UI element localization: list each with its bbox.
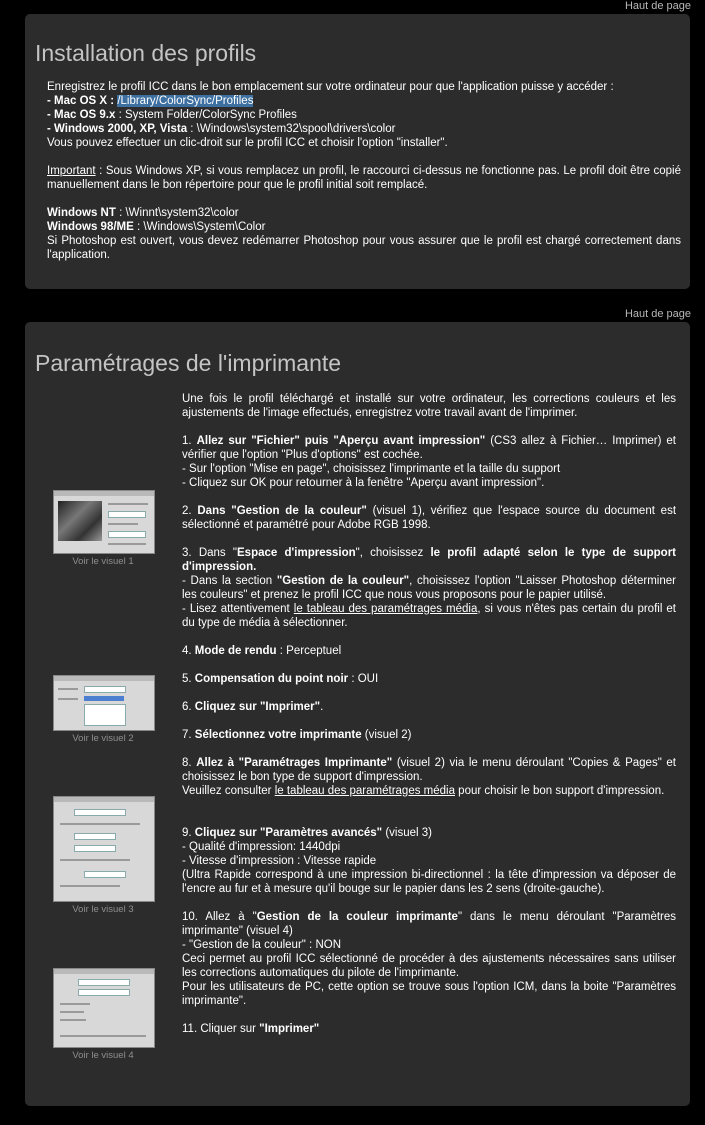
step-10-line-3: Ceci permet au profil ICC sélectionné de procéder à des ajustements nécessaires sans utiliser les corrections automatiques du pilote de l'imprimante.: [182, 953, 676, 979]
section-title-printer: Paramétrages de l'imprimante: [35, 350, 342, 376]
winnt-path: : \Winnt\system32\color: [119, 207, 239, 219]
win98-label: Windows 98/ME: [47, 221, 134, 233]
win2000-path: : \Windows\system32\spool\drivers\color: [190, 123, 396, 135]
macos9-line: [47, 108, 681, 122]
media-settings-table-link-1[interactable]: le tableau des paramétrages média: [293, 603, 478, 615]
step-6: 6. Cliquez sur "Imprimer".: [182, 701, 324, 713]
step-9-line-4: (Ultra Rapide correspond à une impression bi-directionnel : la tête d'impression va déposer de l'encre au fur et à mesure qu'il bouge sur le papier dans les 2 sens (droite-gauche).: [182, 869, 676, 895]
step-5: 5. Compensation du point noir : OUI: [182, 673, 379, 685]
step-3: 3. Dans "Espace d'impression", choisissez le profil adapté selon le type de support d'impression.: [182, 547, 677, 573]
step-4: 4. Mode de rendu : Perceptuel: [182, 645, 342, 657]
visual-2-thumbnail[interactable]: [53, 675, 153, 744]
installation-panel: [25, 14, 690, 289]
installation-body: [47, 80, 681, 262]
step-9: 9. Cliquez sur "Paramètres avancés" (visuel 3): [182, 827, 432, 839]
step-1-line-3: - Cliquez sur OK pour retourner à la fenêtre "Aperçu avant impression".: [182, 477, 545, 489]
macos9-path: : System Folder/ColorSync Profiles: [118, 109, 297, 121]
step-3-line-2: - Dans la section "Gestion de la couleur", choisissez l'option "Laisser Photoshop déterminer les couleurs" et prenez le profil ICC que nous vous proposons pour le papier utilisé.: [182, 575, 676, 601]
important-note: [47, 164, 681, 192]
important-label: Important: [47, 165, 96, 177]
macosx-path[interactable]: /Library/ColorSync/Profiles: [117, 95, 254, 107]
step-1-line-2: - Sur l'option "Mise en page", choisissez l'imprimante et la taille du support: [182, 463, 561, 475]
back-to-top-link-2[interactable]: Haut de page: [624, 308, 691, 320]
macosx-line: [47, 94, 681, 108]
step-9-line-3: - Vitesse d'impression : Vitesse rapide: [182, 855, 377, 867]
step-3-line-3: - Lisez attentivement le tableau des paramétrages média, si vous n'êtes pas certain du profil et du type de média à sélectionner.: [182, 603, 676, 629]
visual-1-thumbnail[interactable]: [53, 490, 153, 567]
win98-path: : \Windows\System\Color: [137, 221, 266, 233]
visual-4-caption[interactable]: Voir le visuel 4: [72, 1050, 134, 1061]
visual-2-image[interactable]: [53, 675, 155, 731]
win2000-label: - Windows 2000, XP, Vista: [47, 123, 188, 135]
media-settings-table-link-2[interactable]: le tableau des paramétrages média: [274, 785, 455, 797]
win98-line: [47, 220, 681, 234]
visual-3-caption[interactable]: Voir le visuel 3: [72, 904, 134, 915]
step-9-line-2: - Qualité d'impression: 1440dpi: [182, 841, 341, 853]
visual-4-thumbnail[interactable]: [53, 968, 153, 1061]
visual-1-image[interactable]: [53, 490, 155, 554]
back-to-top-link-1[interactable]: Haut de page: [624, 0, 691, 12]
visual-3-thumbnail[interactable]: [53, 796, 153, 915]
printer-settings-panel: [25, 322, 690, 1106]
section-title-installation: Installation des profils: [35, 40, 257, 66]
printer-intro: Une fois le profil téléchargé et installé sur votre ordinateur, les corrections couleurs et les ajustements de l'image effectués, enregistrez votre travail avant de l'imprimer.: [182, 393, 676, 419]
step-10-line-2: - "Gestion de la couleur" : NON: [182, 939, 342, 951]
intro-text: Enregistrez le profil ICC dans le bon emplacement sur votre ordinateur pour que l'application puisse y accéder :: [47, 81, 614, 93]
step-8-line-2: Veuillez consulter le tableau des paramétrages média pour choisir le bon support d'impression.: [182, 785, 665, 797]
winnt-label: Windows NT: [47, 207, 116, 219]
visual-4-image[interactable]: [53, 968, 155, 1048]
visual-3-image[interactable]: [53, 796, 155, 902]
step-7: 7. Sélectionnez votre imprimante (visuel 2): [182, 729, 412, 741]
winnt-line: [47, 206, 681, 220]
step-10-line-4: Pour les utilisateurs de PC, cette option se trouve sous l'option ICM, dans la boite "Paramètres imprimante".: [182, 981, 676, 1007]
macosx-label: - Mac OS X :: [47, 95, 115, 107]
step-2: 2. Dans "Gestion de la couleur" (visuel 1), vérifiez que l'espace source du document est sélectionné et paramétré pour Adobe RGB 1998.: [182, 505, 677, 531]
install-tip: Vous pouvez effectuer un clic-droit sur le profil ICC et choisir l'option "installer".: [47, 137, 448, 149]
step-8: 8. Allez à "Paramétrages Imprimante" (visuel 2) via le menu déroulant "Copies & Pages" et choisissez le bon type de support d'impression.: [182, 757, 676, 783]
macos9-label: - Mac OS 9.x: [47, 109, 116, 121]
visual-1-caption[interactable]: Voir le visuel 1: [72, 556, 134, 567]
step-10: 10. Allez à "Gestion de la couleur imprimante" dans le menu déroulant "Paramètres imprimante" (visuel 4): [182, 911, 677, 937]
printer-steps: [182, 392, 676, 1036]
photoshop-note: Si Photoshop est ouvert, vous devez redémarrer Photoshop pour vous assurer que le profil est chargé correctement dans l'application.: [47, 235, 681, 261]
important-text: : Sous Windows XP, si vous remplacez un profil, le raccourci ci-dessus ne fonctionne pas. Le profil doit être copié manuellement dans le bon répertoire pour que le profil initial soit remplacé.: [47, 165, 681, 191]
step-1: 1. Allez sur "Fichier" puis "Aperçu avant impression" (CS3 allez à Fichier… Imprimer) et vérifier que l'option "Plus d'options" est cochée.: [182, 435, 677, 461]
visual-2-caption[interactable]: Voir le visuel 2: [72, 733, 134, 744]
win2000-line: [47, 122, 681, 136]
step-11: 11. Cliquer sur "Imprimer": [182, 1023, 320, 1035]
